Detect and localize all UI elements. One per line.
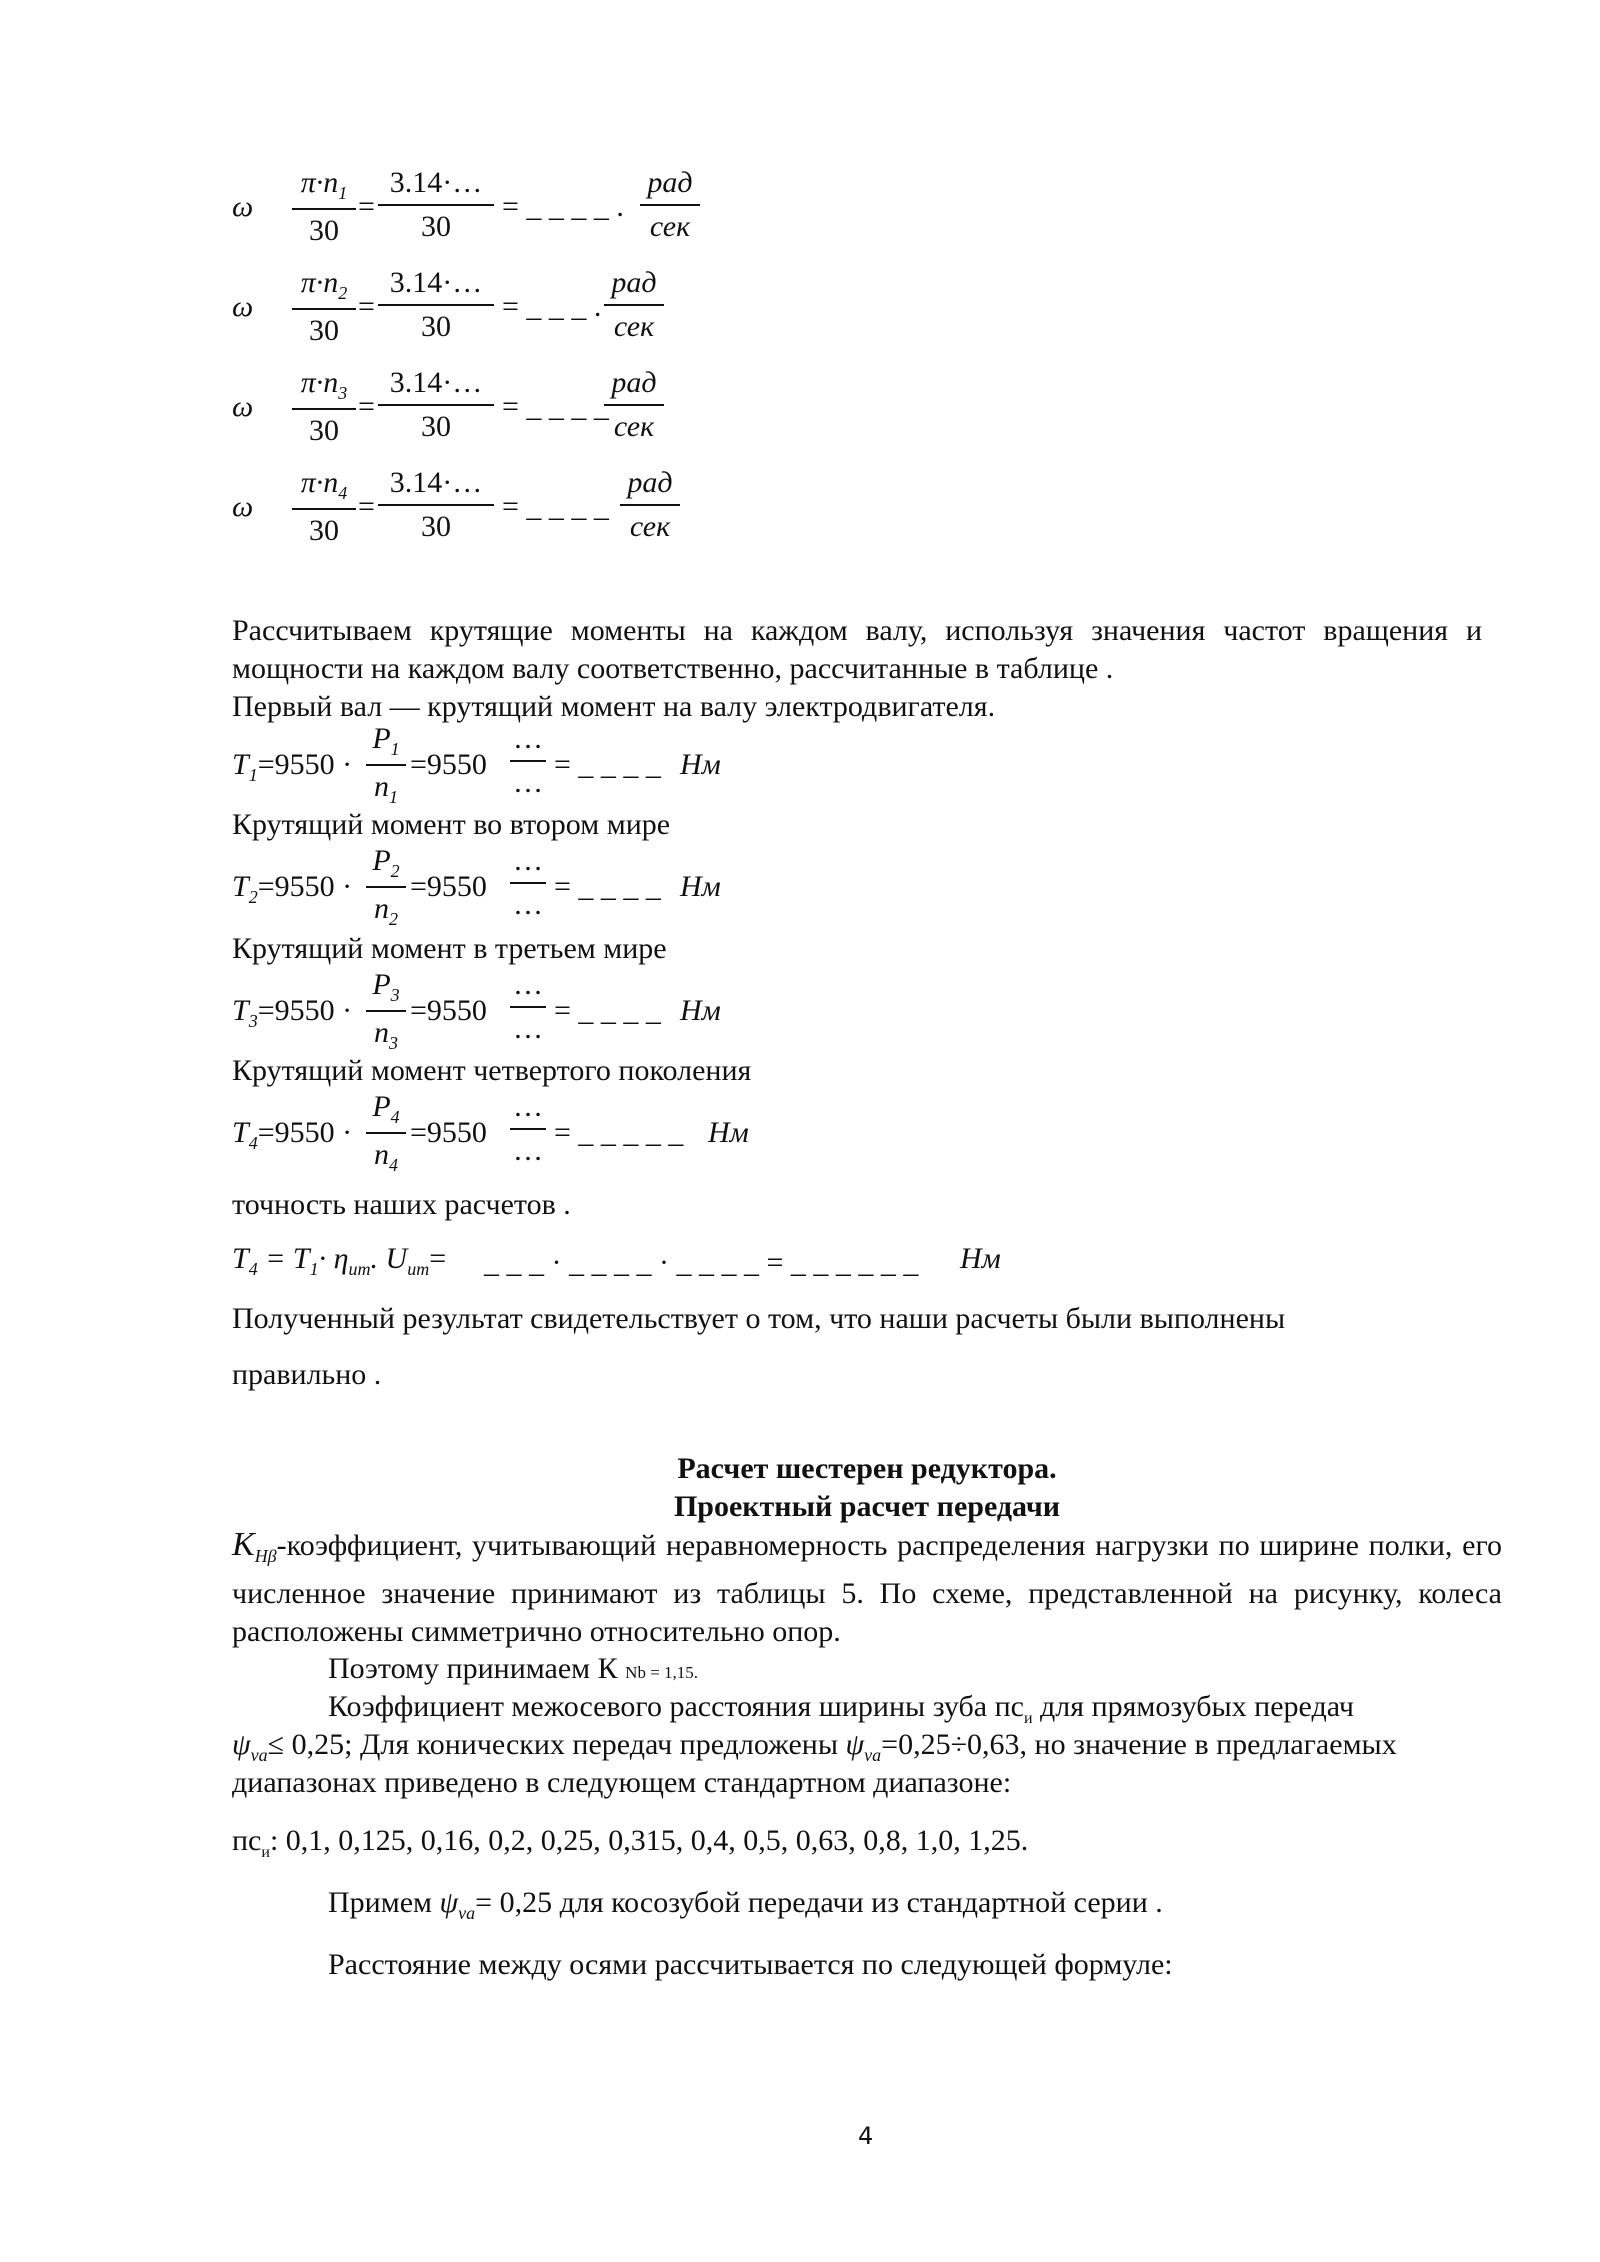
omega-numerator: $\pi\cdot n_4$	[292, 468, 356, 510]
omega-fraction	[292, 168, 356, 246]
speed-sub: 3	[389, 1033, 398, 1053]
omega-numerator: $\pi\cdot n_3$	[292, 368, 356, 410]
power-speed-fraction	[366, 846, 406, 928]
psi-sub-2: va	[864, 1745, 882, 1765]
omega-lhs: ω	[232, 290, 254, 323]
omega-value-fraction	[378, 368, 494, 442]
torque-coefficient: =9550 ·	[257, 1116, 353, 1149]
accept-k-text: Поэтому принимаем К	[328, 1652, 618, 1685]
omega-unit	[604, 368, 664, 442]
power-numerator: $P_3$	[366, 970, 406, 1012]
check-u: . U	[370, 1242, 408, 1275]
accept-psi-line	[328, 1884, 1163, 1932]
speed-sub: 1	[389, 787, 398, 807]
omega-unit	[620, 468, 680, 542]
torque-label: Крутящий момент четвертого поколения	[232, 1054, 752, 1087]
check-eta: · η	[318, 1242, 349, 1275]
torque-coefficient-2: =9550	[410, 870, 487, 903]
torque-label: Крутящий момент в третьем мире	[232, 932, 667, 965]
omega-value-fraction	[378, 168, 494, 242]
check-unit	[960, 1244, 1001, 1274]
psi-sub-1: va	[250, 1745, 268, 1765]
standard-series-line	[232, 1822, 1028, 1872]
torque-result: = _ _ _ _	[554, 994, 661, 1027]
omega-value-numerator: 3.14·…	[378, 468, 494, 506]
blank-denominator: …	[513, 766, 543, 799]
torque-coefficient: =9550 ·	[257, 994, 353, 1027]
result-text-line-1: Полученный результат свидетельствует о том, что наши расчеты были выполнены	[232, 1302, 1286, 1335]
omega-value-fraction	[378, 268, 494, 342]
omega-result: = _ _ _ .	[502, 290, 602, 323]
torque-coefficient: =9550 ·	[257, 870, 353, 903]
omega-result: = _ _ _ _	[502, 490, 609, 523]
omega-fraction	[292, 468, 356, 546]
torque-label: Крутящий момент во втором мире	[232, 808, 671, 841]
coef-text-b: для прямозубых передач	[1040, 1690, 1354, 1723]
omega-value-numerator: 3.14·…	[378, 268, 494, 306]
blank-numerator: …	[510, 724, 546, 762]
torque-unit: Нм	[680, 870, 721, 903]
omega-denominator: 30	[309, 414, 339, 447]
blank-denominator: …	[513, 1012, 543, 1045]
check-eta-sub: ит	[348, 1259, 371, 1279]
omega-denominator: 30	[309, 514, 339, 547]
result-text-line-2: правильно .	[232, 1358, 382, 1391]
blank-denominator: …	[513, 888, 543, 921]
unit-numerator: рад	[620, 468, 680, 506]
first-shaft-label: Первый вал — крутящий момент на валу электродвигателя.	[232, 690, 996, 723]
k-symbol-sub: Hβ	[254, 1546, 277, 1566]
power-numerator: $P_2$	[366, 846, 406, 888]
torque-unit: Нм	[708, 1116, 749, 1149]
torque-lhs-sub: 3	[248, 1011, 258, 1031]
omega-unit	[604, 268, 664, 342]
blank-fraction	[510, 1092, 546, 1166]
coef-text-c2: ≤ 0,25; Для конических передач предложены	[267, 1728, 839, 1761]
check-lhs-sub: 4	[248, 1259, 258, 1279]
power-sub: 1	[390, 739, 400, 759]
check-u-sub: ит	[407, 1259, 430, 1279]
speed-sub: 4	[389, 1155, 398, 1175]
omega-denominator: 30	[309, 314, 339, 347]
omega-value-numerator: 3.14·…	[378, 168, 494, 206]
torque-result: = _ _ _ _	[554, 748, 661, 781]
unit-denominator: сек	[649, 210, 691, 243]
check-blanks-text: _ _ _ · _ _ _ _ · _ _ _ _ = _ _ _ _ _ _	[484, 1246, 919, 1279]
accept-psi-text: Примем	[328, 1886, 433, 1919]
torque-lhs-sub: 4	[248, 1133, 258, 1153]
unit-numerator: рад	[604, 368, 664, 406]
equals-sign: =	[358, 190, 375, 223]
omega-value-denominator: 30	[421, 310, 451, 343]
torque-lhs-sub: 2	[248, 887, 258, 907]
blank-numerator: …	[510, 1092, 546, 1130]
speed-sub: 2	[389, 909, 398, 929]
accept-psi-sub: va	[458, 1903, 476, 1923]
section-heading-1: Расчет шестерен редуктора.	[677, 1452, 1057, 1485]
blank-fraction	[510, 724, 546, 798]
omega-lhs: ω	[232, 390, 254, 423]
blank-numerator: …	[510, 970, 546, 1008]
equals-sign: =	[358, 390, 375, 423]
omega-value-fraction	[378, 468, 494, 542]
omega-numerator-sub: 2	[338, 283, 348, 303]
coef-text-c4: =0,25÷0,63, но значение в предлагаемых	[881, 1728, 1397, 1761]
torque-coefficient-2: =9550	[410, 994, 487, 1027]
blank-fraction	[510, 846, 546, 920]
torque-coefficient-2: =9550	[410, 1116, 487, 1149]
coef-text-a: Коэффициент межосевого расстояния ширины зуба пс	[328, 1690, 1024, 1723]
torque-lhs: $T_1=9550$ ·	[232, 748, 353, 785]
power-sub: 3	[390, 985, 400, 1005]
series-values: : 0,1, 0,125, 0,16, 0,2, 0,25, 0,315, 0,4, 0,5, 0,63, 0,8, 1,0, 1,25.	[269, 1824, 1029, 1857]
equals-sign: =	[358, 490, 375, 523]
check-unit-text: Нм	[960, 1242, 1001, 1275]
torque-unit: Нм	[680, 994, 721, 1027]
unit-denominator: сек	[629, 510, 671, 543]
power-sub: 4	[390, 1107, 400, 1127]
unit-numerator: рад	[640, 168, 700, 206]
series-label: пс	[232, 1824, 262, 1857]
unit-denominator: сек	[613, 310, 655, 343]
accept-psi-value: = 0,25	[475, 1886, 553, 1919]
coef-text-a-sub: и	[1023, 1710, 1033, 1727]
accept-k-line	[328, 1650, 698, 1692]
torque-coefficient: =9550 ·	[257, 748, 353, 781]
check-t1-sub: 1	[309, 1259, 319, 1279]
torque-lhs: $T_2=9550$ ·	[232, 870, 353, 907]
omega-fraction	[292, 368, 356, 446]
omega-result: = _ _ _ _	[502, 390, 609, 423]
torque-intro-paragraph: Рассчитываем крутящие моменты на каждом валу, используя значения частот вращения и мощности на каждом валу соответственно, рассчитанные в таблице .	[232, 614, 1482, 685]
power-numerator: $P_4$	[366, 1092, 406, 1134]
psi-symbol-1: ψ	[232, 1728, 251, 1761]
accept-psi-tail: для косозубой передачи из стандартной серии .	[559, 1886, 1163, 1919]
psi-symbol-2: ψ	[845, 1728, 865, 1761]
omega-value-denominator: 30	[421, 210, 451, 243]
omega-numerator-sub: 4	[338, 483, 348, 503]
power-speed-fraction	[366, 970, 406, 1052]
power-speed-fraction	[366, 724, 406, 806]
power-sub: 2	[390, 861, 400, 881]
blank-denominator: …	[513, 1134, 543, 1167]
speed-denominator: $n_4$	[374, 1138, 398, 1175]
check-equation	[232, 1244, 446, 1278]
torque-lhs-sub: 1	[248, 765, 258, 785]
unit-denominator: сек	[613, 410, 655, 443]
omega-lhs: ω	[232, 490, 254, 523]
check-blanks	[484, 1248, 918, 1278]
accuracy-label: точность наших расчетов .	[232, 1188, 571, 1221]
k-coefficient-paragraph	[232, 1526, 1502, 1651]
k-text: -коэффициент, учитывающий неравномерность распределения нагрузки по ширине полки, его численное значение принимают из таблицы 5. По схеме, представленной на рисунку, колеса расположены симметрично относительно опор.	[232, 1529, 1502, 1648]
blank-numerator: …	[510, 846, 546, 884]
torque-lhs: $T_4=9550$ ·	[232, 1116, 353, 1153]
omega-numerator-sub: 1	[338, 183, 348, 203]
k-symbol: K	[232, 1526, 255, 1563]
coefficient-paragraph-line-3: диапазонах приведено в следующем стандартном диапазоне:	[232, 1766, 1012, 1799]
torque-lhs: $T_3=9550$ ·	[232, 994, 353, 1031]
omega-result: = _ _ _ _ .	[502, 190, 624, 223]
speed-denominator: $n_3$	[374, 1016, 398, 1053]
omega-denominator: 30	[309, 214, 339, 247]
page-number: 4	[858, 2122, 874, 2150]
omega-unit	[640, 168, 700, 242]
torque-result: = _ _ _ _ _	[554, 1116, 684, 1149]
omega-numerator: $\pi\cdot n_1$	[292, 168, 356, 210]
accept-psi-symbol: ψ	[439, 1886, 459, 1919]
omega-fraction	[292, 268, 356, 346]
omega-value-denominator: 30	[421, 510, 451, 543]
power-speed-fraction	[366, 1092, 406, 1174]
torque-result: = _ _ _ _	[554, 870, 661, 903]
power-numerator: $P_1$	[366, 724, 406, 766]
equals-sign: =	[358, 290, 375, 323]
check-tail: =	[429, 1242, 447, 1275]
check-eq-t1: = T	[265, 1242, 310, 1275]
series-sub: и	[261, 1844, 270, 1861]
torque-unit: Нм	[680, 748, 721, 781]
omega-numerator: $\pi\cdot n_2$	[292, 268, 356, 310]
omega-numerator-sub: 3	[338, 383, 348, 403]
blank-fraction	[510, 970, 546, 1044]
distance-formula-intro: Расстояние между осями рассчитывается по следующей формуле:	[328, 1948, 1173, 1981]
speed-denominator: $n_1$	[374, 770, 398, 807]
omega-value-denominator: 30	[421, 410, 451, 443]
unit-numerator: рад	[604, 268, 664, 306]
omega-value-numerator: 3.14·…	[378, 368, 494, 406]
speed-denominator: $n_2$	[374, 892, 398, 929]
omega-lhs: ω	[232, 190, 254, 223]
check-lhs: T	[232, 1242, 249, 1275]
accept-k-value: Nb = 1,15.	[625, 1663, 699, 1682]
section-heading-2: Проектный расчет передачи	[673, 1490, 1061, 1523]
torque-coefficient-2: =9550	[410, 748, 487, 781]
